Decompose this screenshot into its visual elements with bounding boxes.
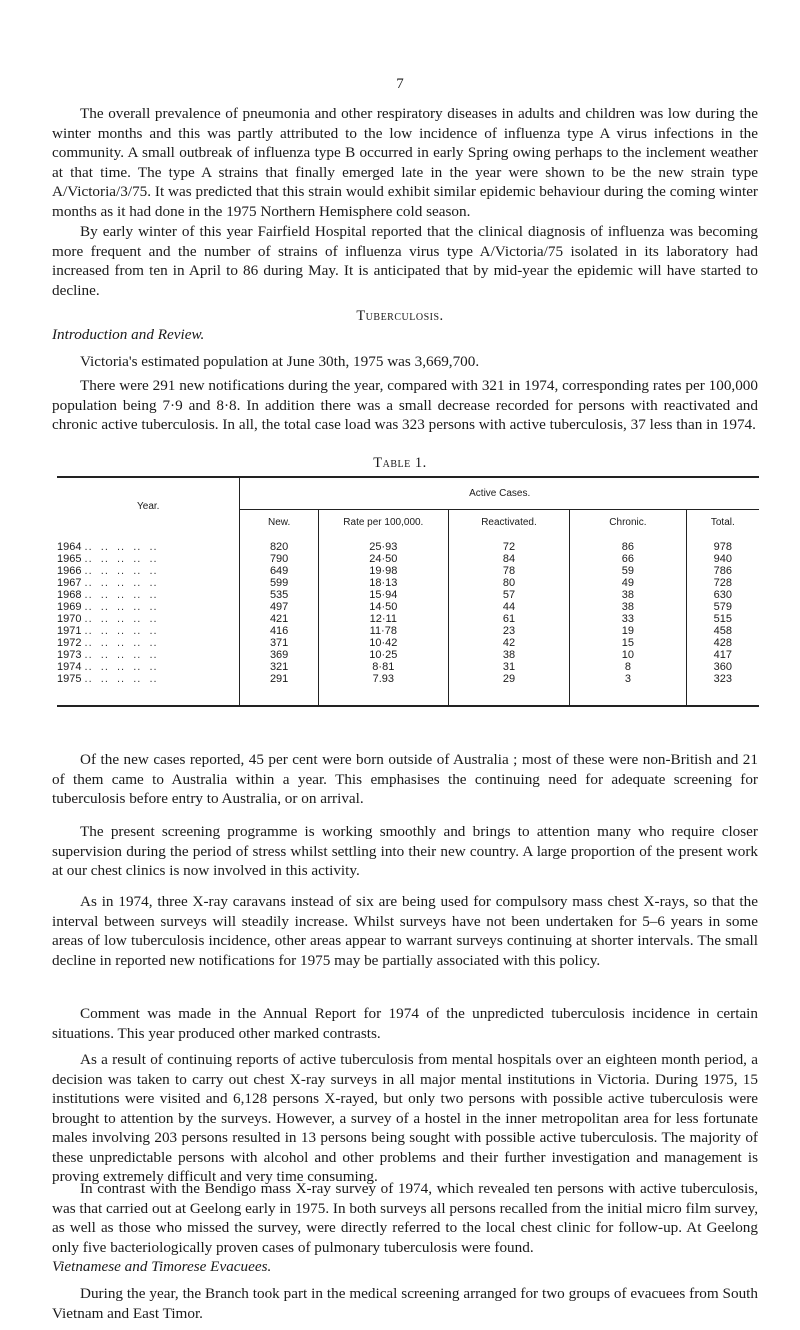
year-cell: 1967 xyxy=(57,577,82,589)
rate-cell: 7.93 xyxy=(318,673,448,685)
reactivated-cell: 80 xyxy=(448,577,569,589)
paragraph-fairfield: By early winter of this year Fairfield Hospital reported that the clinical diagnosis of influenza was becoming more frequent and the number of strains of influenza virus type A/Victoria/75 isolated in its laboratory had increased from ten in April to 86 during May. It is anticipated that by mid-year the epidemic will have started to decline. xyxy=(52,223,758,299)
rate-cell: 25·93 xyxy=(318,541,448,553)
table-row: 1964 .. .. .. .. .. 820 25·93 72 86 978 xyxy=(57,541,759,553)
new-cell: 599 xyxy=(240,577,318,589)
reactivated-cell: 44 xyxy=(448,601,569,613)
rate-cell: 18·13 xyxy=(318,577,448,589)
section-heading-tuberculosis: Tuberculosis. xyxy=(356,308,444,324)
rate-cell: 24·50 xyxy=(318,553,448,565)
year-cell: 1974 xyxy=(57,661,82,673)
table-row: 1967 .. .. .. .. .. 599 18·13 80 49 728 xyxy=(57,577,759,589)
table-row: 1968 .. .. .. .. .. 535 15·94 57 38 630 xyxy=(57,589,759,601)
table-row: 1966 .. .. .. .. .. 649 19·98 78 59 786 xyxy=(57,565,759,577)
chronic-cell: 49 xyxy=(570,577,687,589)
table-row: 1965 .. .. .. .. .. 790 24·50 84 66 940 xyxy=(57,553,759,565)
subheading-evacuees: Vietnamese and Timorese Evacuees. xyxy=(52,1258,272,1275)
table-row: 1971 .. .. .. .. .. 416 11·78 23 19 458 xyxy=(57,625,759,637)
rate-cell: 15·94 xyxy=(318,589,448,601)
chronic-cell: 8 xyxy=(570,661,687,673)
column-header-chronic: Chronic. xyxy=(570,509,687,535)
paragraph-new-cases: Of the new cases reported, 45 per cent were born outside of Australia ; most of these were non-British and 21 of them came to Australia within a year. This emphasises the continuing need for adequate screening for tuberculosis before entry to Australia, or on arrival. xyxy=(52,751,758,807)
new-cell: 421 xyxy=(240,613,318,625)
reactivated-cell: 42 xyxy=(448,637,569,649)
total-cell: 728 xyxy=(686,577,759,589)
table-row: 1973 .. .. .. .. .. 369 10·25 38 10 417 xyxy=(57,649,759,661)
chronic-cell: 10 xyxy=(570,649,687,661)
year-cell: 1968 xyxy=(57,589,82,601)
new-cell: 369 xyxy=(240,649,318,661)
table-title: Table 1. xyxy=(373,455,427,471)
rate-cell: 19·98 xyxy=(318,565,448,577)
table-body xyxy=(57,535,759,706)
rate-cell: 10·25 xyxy=(318,649,448,661)
new-cell: 416 xyxy=(240,625,318,637)
new-cell: 535 xyxy=(240,589,318,601)
year-cell: 1972 xyxy=(57,637,82,649)
reactivated-cell: 31 xyxy=(448,661,569,673)
rate-cell: 12·11 xyxy=(318,613,448,625)
chronic-cell: 15 xyxy=(570,637,687,649)
new-cell: 649 xyxy=(240,565,318,577)
year-cell: 1966 xyxy=(57,565,82,577)
chronic-cell: 19 xyxy=(570,625,687,637)
rate-cell: 11·78 xyxy=(318,625,448,637)
paragraph-population: Victoria's estimated population at June 30th, 1975 was 3,669,700. xyxy=(80,353,480,370)
paragraph-bendigo-geelong: In contrast with the Bendigo mass X-ray survey of 1974, which revealed ten persons with active tuberculosis, was that carried out at Geelong early in 1975. In both surveys all persons recalled from the initial micro film survey, as well as those who missed the survey, were directly referred to the local chest clinic for follow-up. At Geelong only five bacteriologically proven cases of pulmonary tuberculosis were found. xyxy=(52,1180,758,1256)
reactivated-cell: 84 xyxy=(448,553,569,565)
table-row: 1975 .. .. .. .. .. 291 7.93 29 3 323 xyxy=(57,673,759,685)
new-cell: 321 xyxy=(240,661,318,673)
paragraph-influenza: The overall prevalence of pneumonia and other respiratory diseases in adults and children was low during the winter months and this was partly attributed to the low incidence of influenza type A virus infections in the community. A small outbreak of influenza type B occurred in early Spring owing perhaps to the inclement weather at that time. The type A strains that finally emerged late in the year were shown to be the new strain type A/Victoria/3/75. It was predicted that this strain would exhibit similar epidemic behaviour during the coming winter months as it had done in the 1975 Northern Hemisphere cold season. xyxy=(52,105,758,220)
reactivated-cell: 61 xyxy=(448,613,569,625)
new-cell: 371 xyxy=(240,637,318,649)
reactivated-cell: 72 xyxy=(448,541,569,553)
year-cell: 1970 xyxy=(57,613,82,625)
chronic-cell: 3 xyxy=(570,673,687,685)
rate-cell: 10·42 xyxy=(318,637,448,649)
total-cell: 579 xyxy=(686,601,759,613)
total-cell: 786 xyxy=(686,565,759,577)
chronic-cell: 33 xyxy=(570,613,687,625)
total-cell: 417 xyxy=(686,649,759,661)
paragraph-evacuees: During the year, the Branch took part in the medical screening arranged for two groups of evacuees from South Vietnam and East Timor. xyxy=(52,1285,758,1322)
paragraph-notifications: There were 291 new notifications during the year, compared with 321 in 1974, corresponding rates per 100,000 population being 7·9 and 8·8. In addition there was a small decrease recorded for persons with reactivated and chronic active tuberculosis. In all, the total case load was 323 persons with active tuberculosis, 37 less than in 1974. xyxy=(52,377,758,433)
total-cell: 978 xyxy=(686,541,759,553)
reactivated-cell: 57 xyxy=(448,589,569,601)
total-cell: 323 xyxy=(686,673,759,685)
reactivated-cell: 38 xyxy=(448,649,569,661)
paragraph-mental-hospitals: As a result of continuing reports of active tuberculosis from mental hospitals over an eighteen month period, a decision was taken to carry out chest X-ray surveys in all major mental institutions in Victoria. During 1975, 15 institutions were visited and 6,128 persons X-rayed, but only two persons with possible active tuberculosis were brought to attention by the surveys. However, a survey of a hostel in the inner metropolitan area for less fortunate males involving 203 persons resulted in 13 persons being sought with possible active tuberculosis. The majority of these unpredictable persons with alcohol and other problems and their further investigation and management is proving extremely difficult and very time consuming. xyxy=(52,1051,758,1185)
new-cell: 790 xyxy=(240,553,318,565)
new-cell: 291 xyxy=(240,673,318,685)
paragraph-xray-caravans: As in 1974, three X-ray caravans instead of six are being used for compulsory mass chest X-rays, so that the interval between surveys will steadily increase. Whilst surveys have not been undertaken for 5–6 years in some areas of low tuberculosis incidence, other areas appear to warrant surveys continuing at shorter intervals. The small decline in reported new notifications for 1975 may be partially associated with this policy. xyxy=(52,893,758,969)
chronic-cell: 38 xyxy=(570,589,687,601)
table-row: 1972 .. .. .. .. .. 371 10·42 42 15 428 xyxy=(57,637,759,649)
column-header-reactivated: Reactivated. xyxy=(448,509,569,535)
year-cell: 1969 xyxy=(57,601,82,613)
year-column-header: Year. xyxy=(57,477,240,535)
total-cell: 428 xyxy=(686,637,759,649)
new-cell: 820 xyxy=(240,541,318,553)
total-cell: 940 xyxy=(686,553,759,565)
active-cases-table xyxy=(57,476,759,707)
total-cell: 515 xyxy=(686,613,759,625)
chronic-cell: 86 xyxy=(570,541,687,553)
column-header-rate: Rate per 100,000. xyxy=(318,509,448,535)
year-cell: 1964 xyxy=(57,541,82,553)
total-cell: 630 xyxy=(686,589,759,601)
table-row: 1969 .. .. .. .. .. 497 14·50 44 38 579 xyxy=(57,601,759,613)
table-row: 1974 .. .. .. .. .. 321 8·81 31 8 360 xyxy=(57,661,759,673)
total-cell: 360 xyxy=(686,661,759,673)
reactivated-cell: 29 xyxy=(448,673,569,685)
new-cell: 497 xyxy=(240,601,318,613)
year-cell: 1971 xyxy=(57,625,82,637)
total-cell: 458 xyxy=(686,625,759,637)
table-row: 1970 .. .. .. .. .. 421 12·11 61 33 515 xyxy=(57,613,759,625)
year-cell: 1973 xyxy=(57,649,82,661)
subheading-introduction: Introduction and Review. xyxy=(52,326,205,343)
column-header-total: Total. xyxy=(686,509,759,535)
reactivated-cell: 23 xyxy=(448,625,569,637)
chronic-cell: 38 xyxy=(570,601,687,613)
reactivated-cell: 78 xyxy=(448,565,569,577)
year-cell: 1975 xyxy=(57,673,82,685)
paragraph-screening: The present screening programme is working smoothly and brings to attention many who require closer supervision during the period of stress whilst settling into their new country. A large proportion of the present work at our chest clinics is now involved in this activity. xyxy=(52,823,758,879)
chronic-cell: 59 xyxy=(570,565,687,577)
active-cases-group-header: Active Cases. xyxy=(240,477,759,509)
chronic-cell: 66 xyxy=(570,553,687,565)
page-number: 7 xyxy=(396,76,404,92)
rate-cell: 14·50 xyxy=(318,601,448,613)
paragraph-annual-report: Comment was made in the Annual Report for 1974 of the unpredicted tuberculosis incidence in certain situations. This year produced other marked contrasts. xyxy=(52,1005,758,1042)
column-header-new: New. xyxy=(240,509,318,535)
year-cell: 1965 xyxy=(57,553,82,565)
rate-cell: 8·81 xyxy=(318,661,448,673)
